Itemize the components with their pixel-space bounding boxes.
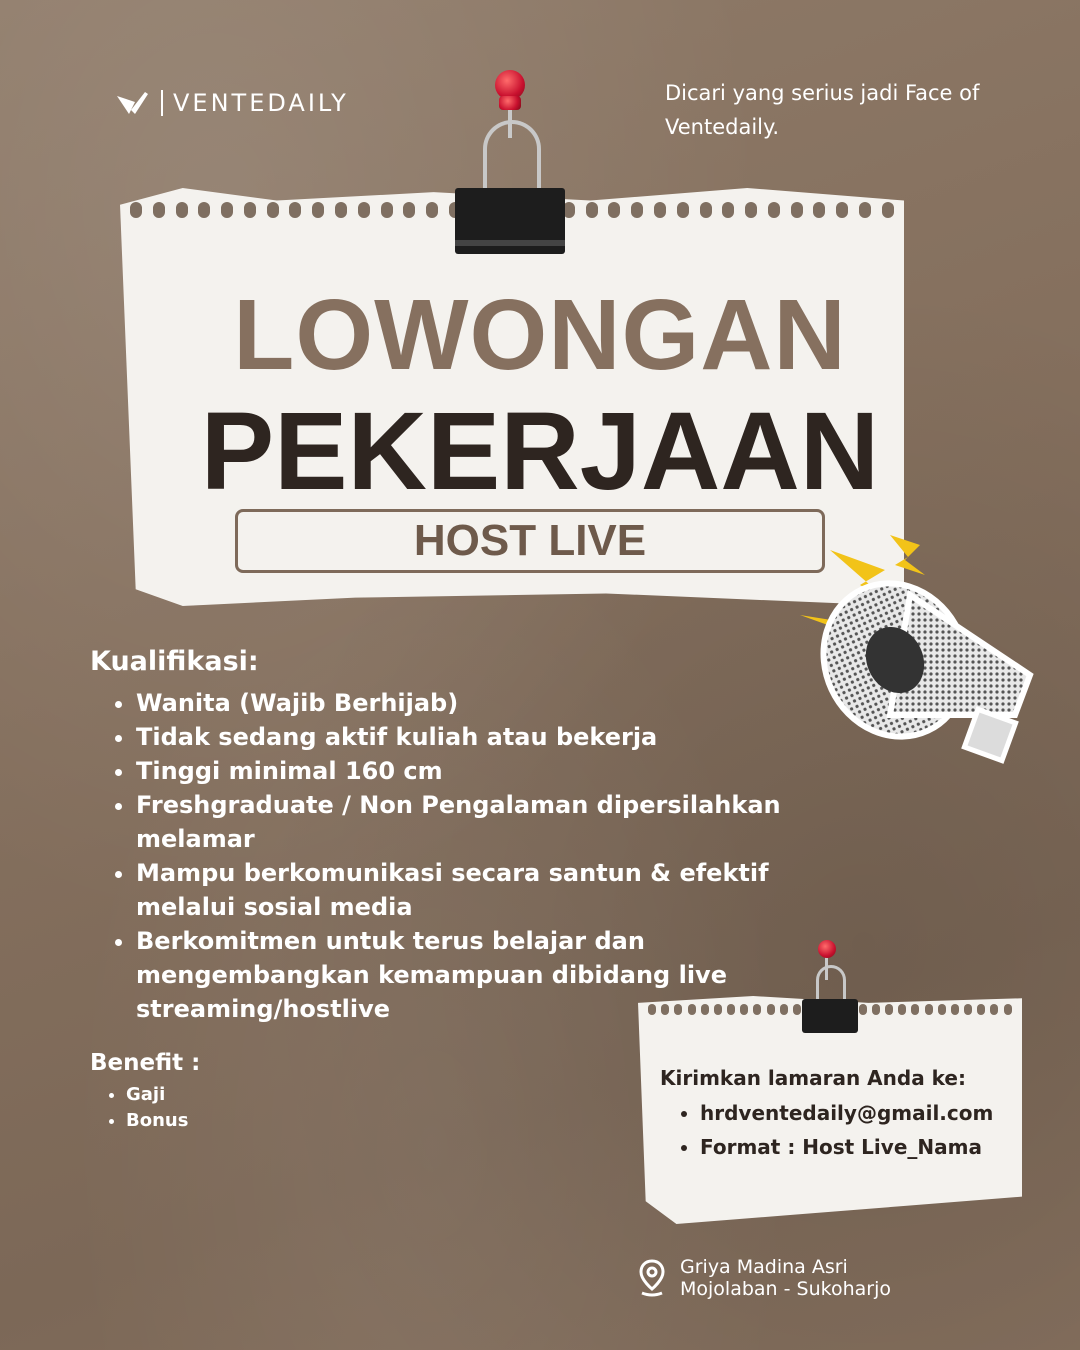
qualifications-list: [108, 686, 826, 1026]
brand-logo-icon: [115, 88, 151, 118]
apply-list: [676, 1096, 993, 1164]
list-item: • Freshgraduate / Non Pengalaman dipersilahkan melamar: [136, 788, 826, 856]
benefit-heading: Benefit :: [90, 1050, 201, 1076]
apply-format: • Format : Host Live_Nama: [700, 1130, 993, 1164]
location: [638, 1256, 891, 1300]
apply-heading: Kirimkan lamaran Anda ke:: [660, 1066, 966, 1090]
list-item: • Tidak sedang aktif kuliah atau bekerja: [136, 720, 826, 754]
location-line1: Griya Madina Asri: [680, 1256, 848, 1278]
location-pin-icon: [638, 1259, 666, 1297]
job-title: HOST LIVE: [413, 516, 647, 565]
logo-divider: [161, 90, 163, 116]
megaphone-icon: [790, 515, 1060, 775]
brand-name: VENTEDAILY: [173, 89, 349, 117]
list-item: • Tinggi minimal 160 cm: [136, 754, 826, 788]
headline-pekerjaan: PEKERJAAN: [200, 390, 880, 513]
list-item: • Wanita (Wajib Berhijab): [136, 686, 826, 720]
tagline: Dicari yang serius jadi Face of Ventedaily.: [665, 81, 980, 139]
location-text: [680, 1256, 891, 1300]
list-item: • Bonus: [126, 1108, 188, 1134]
qualifications-heading: Kualifikasi:: [90, 646, 259, 677]
brand-logo: [115, 88, 349, 118]
benefit-list: [104, 1082, 188, 1134]
binder-clip-icon: [802, 965, 858, 1033]
list-item: • Mampu berkomunikasi secara santun & efektif melalui sosial media: [136, 856, 826, 924]
list-item: • Gaji: [126, 1082, 188, 1108]
job-title-box: [235, 509, 825, 573]
binder-clip-icon: [455, 120, 565, 255]
headline-lowongan: LOWONGAN: [233, 279, 847, 391]
apply-email[interactable]: • hrdventedaily@gmail.com: [700, 1096, 993, 1130]
location-line2: Mojolaban - Sukoharjo: [680, 1278, 891, 1300]
list-item: • Berkomitmen untuk terus belajar dan mengembangkan kemampuan dibidang live streaming/hostlive: [136, 924, 826, 1026]
